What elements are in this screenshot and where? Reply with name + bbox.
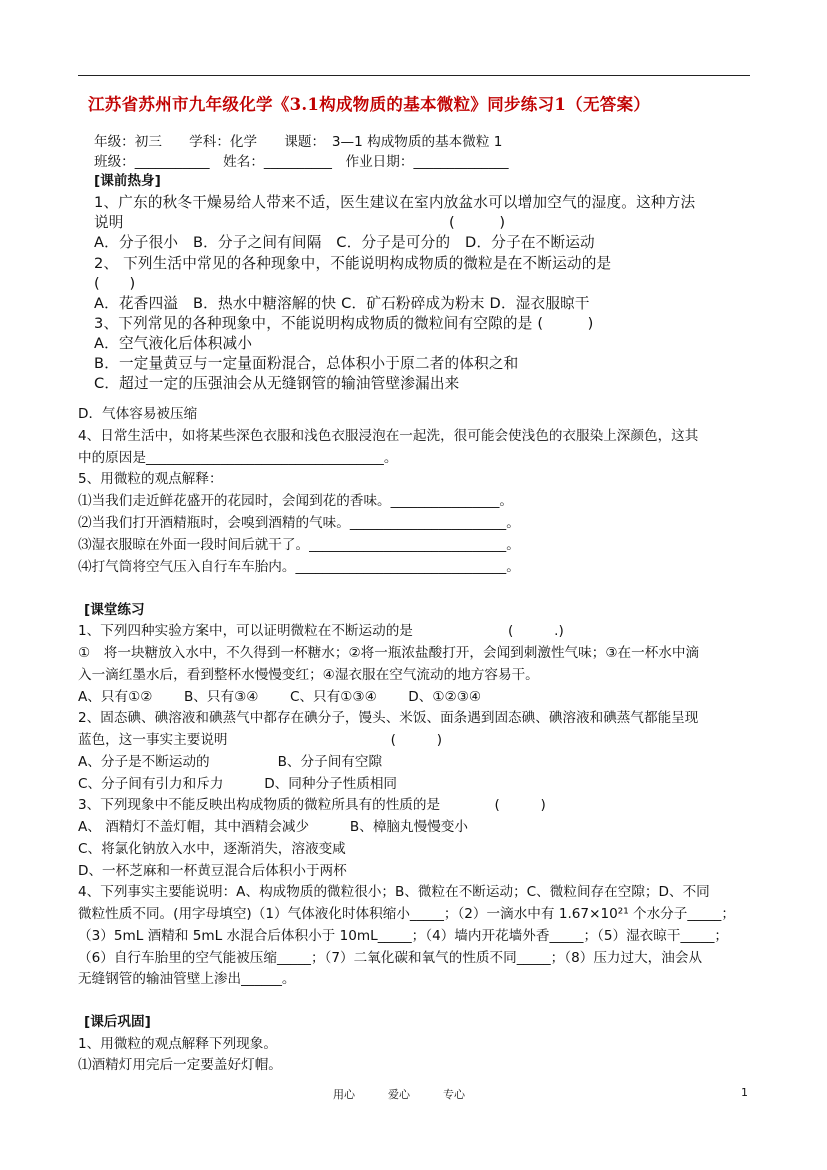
question-line: 1、用微粒的观点解释下列现象。: [78, 1036, 277, 1052]
question-line: C．超过一定的压强油会从无缝钢管的输油管壁渗漏出来: [94, 375, 460, 392]
question-line: 3、下列常见的各种现象中，不能说明构成物质的微粒间有空隙的是 ( ): [94, 315, 594, 332]
section-heading: [课堂练习: [84, 602, 145, 618]
question-line: 5、用微粒的观点解释：: [78, 471, 223, 487]
section-heading: [课前热身]: [94, 173, 161, 189]
question-line: C、分子间有引力和斥力 D、同种分子性质相同: [78, 776, 398, 792]
question-line: 2、 下列生活中常见的各种现象中，不能说明构成物质的微粒是在不断运动的是: [94, 255, 612, 272]
question-line: 3、下列现象中不能反映出构成物质的微粒所具有的性质的是 ( ): [78, 797, 546, 813]
question-line: A、分子是不断运动的 B、分子间有空隙: [78, 754, 383, 770]
question-line: 微粒性质不同。(用字母填空)（1）气体液化时体积缩小_____；（2）一滴水中有 1.67×10²¹ 个水分子_____；: [78, 906, 735, 922]
question-line: 2、固态碘、碘溶液和碘蒸气中都存在碘分子，馒头、米饭、面条遇到固态碘、碘溶液和碘蒸气都能呈现: [78, 710, 699, 726]
question-line: 1、广东的秋冬干燥易给人带来不适，医生建议在室内放盆水可以增加空气的湿度。这种方法: [94, 194, 696, 211]
section-heading: [课后巩固]: [84, 1014, 151, 1030]
question-line: D、一杯芝麻和一杯黄豆混合后体积小于两杯: [78, 863, 347, 879]
question-line: 蓝色，这一事实主要说明 ( ): [78, 732, 443, 748]
question-line: ⑵当我们打开酒精瓶时，会嗅到酒精的气味。_______________________。: [78, 515, 520, 531]
question-line: 1、下列四种实验方案中，可以证明微粒在不断运动的是 ( .): [78, 623, 564, 639]
page-number: 1: [741, 1086, 748, 1099]
footer-motto: 用心 爱心 专心: [333, 1088, 465, 1101]
question-line: A．空气液化后体积减小: [94, 335, 253, 352]
info-line: 年级：初三 学科：化学 课题： 3—1 构成物质的基本微粒 1: [94, 134, 503, 150]
question-line: ⑶湿衣服晾在外面一段时间后就干了。_____________________________。: [78, 537, 520, 553]
header-rule: [78, 75, 750, 76]
document-title: 江苏省苏州市九年级化学《3.1构成物质的基本微粒》同步练习1（无答案）: [88, 95, 651, 114]
question-line: 入一滴红墨水后，看到整杯水慢慢变红；④湿衣服在空气流动的地方容易干。: [78, 667, 539, 683]
question-line: A、只有①② B、只有③④ C、只有①③④ D、①②③④: [78, 689, 482, 705]
question-line: （6）自行车胎里的空气能被压缩_____；（7）二氧化碳和氧气的性质不同_____；（8）压力过大，油会从: [78, 950, 703, 966]
info-line: 班级：___________ 姓名：__________ 作业日期：______________: [94, 154, 509, 170]
question-line: A．分子很小 B．分子之间有间隔 C．分子是可分的 D．分子在不断运动: [94, 234, 595, 251]
question-line: 说明 ( ): [94, 214, 506, 231]
question-line: ⑴酒精灯用完后一定要盖好灯帽。: [78, 1057, 282, 1073]
question-line: 4、下列事实主要能说明：A、构成物质的微粒很小；B、微粒在不断运动；C、微粒间存在空隙；D、不同: [78, 884, 710, 900]
question-line: C、将氯化钠放入水中，逐渐消失，溶液变咸: [78, 841, 346, 857]
question-line: A、 酒精灯不盖灯帽，其中酒精会减少 B、樟脑丸慢慢变小: [78, 819, 468, 835]
question-line: ⑴当我们走近鲜花盛开的花园时，会闻到花的香味。________________。: [78, 493, 513, 509]
question-line: 4、日常生活中，如将某些深色衣服和浅色衣服浸泡在一起洗，很可能会使浅色的衣服染上深颜色，这其: [78, 428, 699, 444]
question-line: A．花香四溢 B．热水中糖溶解的快 C．矿石粉碎成为粉末 D．湿衣服晾干: [94, 295, 590, 312]
question-line: D．气体容易被压缩: [78, 406, 198, 422]
question-line: ⑷打气筒将空气压入自行车车胎内。_______________________________。: [78, 559, 520, 575]
question-line: 无缝钢管的输油管壁上渗出______。: [78, 971, 296, 987]
question-line: 中的原因是___________________________________。: [78, 450, 398, 466]
question-line: ( ): [94, 275, 136, 292]
question-line: （3）5mL 酒精和 5mL 水混合后体积小于 10mL_____；（4）墙内开花墙外香_____；（5）湿衣晾干_____；: [78, 928, 729, 944]
question-line: B．一定量黄豆与一定量面粉混合，总体积小于原二者的体积之和: [94, 355, 519, 372]
question-line: ① 将一块糖放入水中，不久得到一杯糖水；②将一瓶浓盐酸打开，会闻到刺激性气味；③在一杯水中滴: [78, 645, 700, 661]
